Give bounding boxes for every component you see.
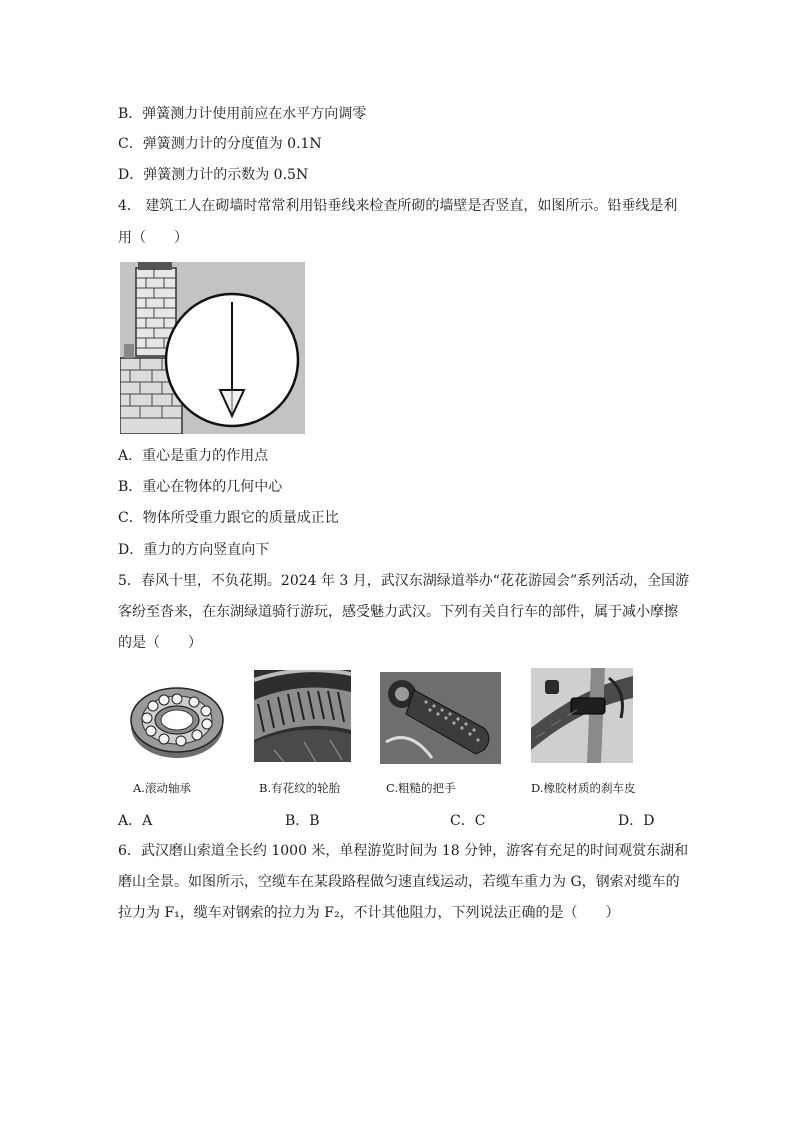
brake-pad-photo	[531, 668, 633, 763]
q4-stem-line1: 4． 建筑工人在砌墙时常常利用铅垂线来检查所砌的墙壁是否竖直，如图所示。铅垂线是利	[118, 198, 678, 214]
q4-option-c: C．物体所受重力跟它的质量成正比	[118, 510, 339, 526]
caption-d: D.橡胶材质的刹车皮	[531, 781, 636, 795]
answer-d: D．D	[618, 813, 655, 829]
caption-c: C.粗糙的把手	[386, 781, 456, 795]
q3-option-b: B．弹簧测力计使用前应在水平方向调零	[118, 106, 367, 122]
q5-stem-line2: 客纷至沓来，在东湖绿道骑行游玩，感受魅力武汉。下列有关自行车的部件，属于减小摩擦	[118, 604, 678, 620]
q4-option-b: B．重心在物体的几何中心	[118, 479, 283, 495]
answer-b: B．B	[285, 813, 320, 829]
plumb-line-figure	[120, 262, 305, 434]
q6-stem-line1: 6．武汉磨山索道全长约 1000 米，单程游览时间为 18 分钟，游客有充足的时间观赏东湖和	[118, 843, 689, 859]
answer-a: A．A	[118, 813, 153, 829]
q6-stem-line2: 磨山全景。如图所示，空缆车在某段路程做匀速直线运动，若缆车重力为 G，钢索对缆车的	[118, 874, 680, 890]
q6-stem-line3: 拉力为 F₁，缆车对钢索的拉力为 F₂，不计其他阻力，下列说法正确的是（ ）	[118, 905, 620, 921]
q4-option-a: A．重心是重力的作用点	[118, 448, 269, 464]
q5-stem-line1: 5．春风十里，不负花期。2024 年 3 月，武汉东湖绿道举办“花花游园会”系列活动，全国游	[118, 573, 690, 589]
q3-option-c: C．弹簧测力计的分度值为 0.1N	[118, 136, 322, 152]
patterned-tire-photo	[254, 670, 351, 762]
answer-c: C．C	[450, 813, 486, 829]
q4-option-d: D．重力的方向竖直向下	[118, 542, 270, 558]
caption-b: B.有花纹的轮胎	[259, 781, 341, 795]
rolling-bearing-photo	[128, 680, 226, 762]
caption-a: A.滚动轴承	[133, 781, 191, 795]
rough-handlebar-photo	[380, 672, 501, 764]
q4-stem-line2: 用（ ）	[118, 230, 188, 246]
q3-option-d: D．弹簧测力计的示数为 0.5N	[118, 167, 309, 183]
q5-stem-line3: 的是（ ）	[118, 635, 202, 651]
